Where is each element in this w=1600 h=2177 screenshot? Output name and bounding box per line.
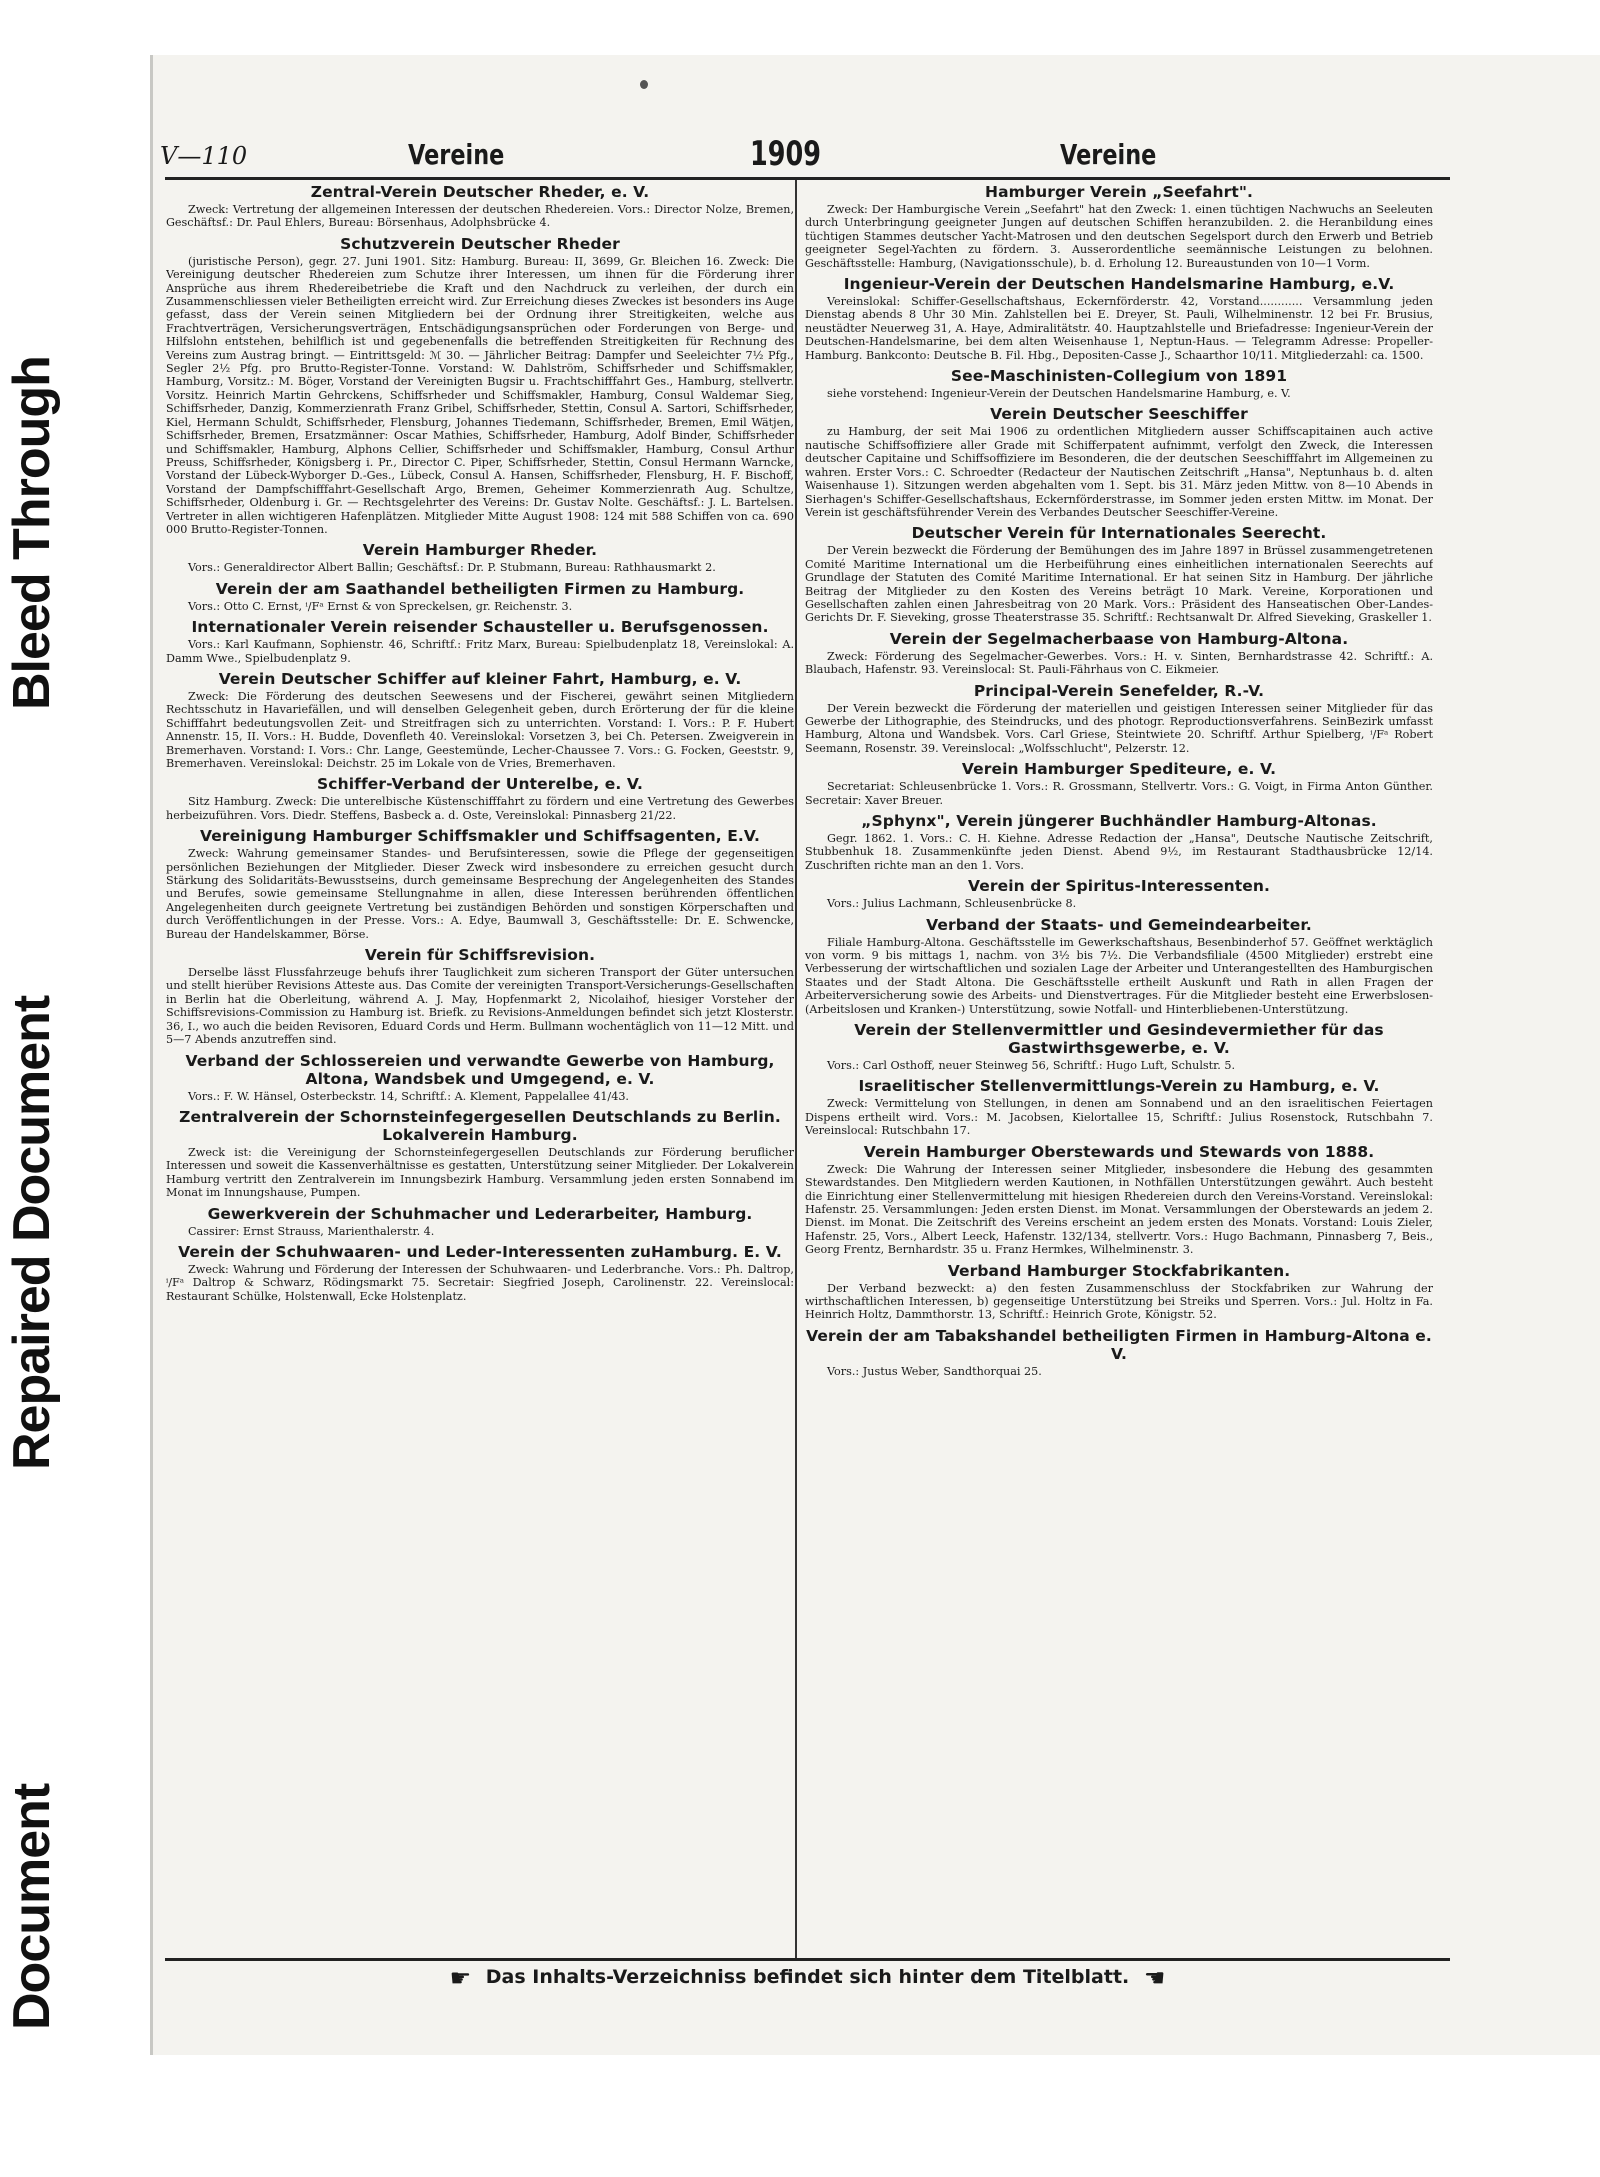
association-title: Verein der Stellenvermittler und Gesindevermiether für das Gastwirthsgewerbe, e. V. (854, 1021, 1384, 1058)
association-entry (166, 183, 794, 230)
association-title: Deutscher Verein für Internationales Seerecht. (911, 524, 1327, 543)
sidebar-label-bleed-through: Bleed Through (3, 356, 61, 710)
association-entry (166, 580, 794, 613)
section-title-right: Vereine (1060, 138, 1157, 171)
association-title: Zentral-Verein Deutscher Rheder, e. V. (310, 183, 650, 201)
scan-margin (0, 0, 1600, 60)
association-title: Verein der Schuhwaaren- und Leder-Interessenten zuHamburg. E. V. (178, 1242, 782, 1261)
association-entry (166, 235, 794, 537)
column-divider (795, 180, 797, 1958)
right-column (805, 180, 1433, 1956)
association-entry (166, 1243, 794, 1303)
association-title: Principal-Verein Senefelder, R.-V. (973, 681, 1265, 700)
association-description: Zweck: Vertretung der allgemeinen Interessen der deutschen Rhedereien. Vors.: Director Nolze, Bremen, Geschäftsf.: Dr. Paul Ehlers, Bureau: Börsenhaus, Adolphsbrücke 4. (166, 203, 794, 230)
association-title: Schutzverein Deutscher Rheder (340, 234, 620, 253)
association-description: Derselbe lässt Flussfahrzeuge behufs ihrer Tauglichkeit zum sicheren Transport der Güter untersuchen und stellt hierüber Revisions Atteste aus. Das Comite der vereinigten Transport-Versicherungs-Gesellschaften in Berlin hat die Oberleitung, während A. J. May, Hopfenmarkt 2, Nicolaihof, hiesiger Vorsteher der Schiffsrevisions-Commission zu Hamburg ist. Briefk. zu Revisions-Anmeldungen befindet sich jetzt Klosterstr. 36, I., wo auch die beiden Revisoren, Eduard Cords und Herm. Bullmann wochentäglich von 11—12 Mitt. und 5—7 Abends anzutreffen sind. (166, 966, 794, 1047)
association-description: Zweck: Wahrung gemeinsamer Standes- und Berufsinteressen, sowie die Pflege der gegenseitigen persönlichen Beziehungen der Mitglieder. Dieser Zweck wird insbesondere zu erreichen gesucht durch Stärkung des Solidaritäts-Bewusstseins, durch gemeinsame Besprechung der Angelegenheiten des Standes und Berufes, sowie gemeinsame Stellungnahme in allen, diese Interessen berührenden öffentlichen Angelegenheiten durch geeignete Vertretung bei zuständigen Behörden und sonstigen Körperschaften und durch Veröffentlichungen in der Presse. Vors.: A. Edye, Baumwall 3, Geschäftsstelle: Dr. E. Schwencke, Bureau der Handelskammer, Börse. (166, 847, 794, 941)
association-title: Verein Hamburger Oberstewards und Stewards von 1888. (863, 1142, 1375, 1161)
association-entry (805, 760, 1433, 807)
association-description: Zweck: Die Förderung des deutschen Seewesens und der Fischerei, gewährt seinen Mitgliedern Rechtsschutz in Havariefällen, und will denselben Gelegenheit geben, durch Erörterung der für die kleine Schifffahrt bedeutungsvollen Zeit- und Streitfragen sich zu unterrichten. Vorstand: I. Vors.: P. F. Hubert Annenstr. 15, II. Vors.: H. Budde, Dovenfleth 40. Vereinslokal: Vorsetzen 3, bei Ch. Petersen. Zweigverein in Bremerhaven. Vorstand: I. Vors.: Chr. Lange, Geestemünde, Lecher-Chaussee 7. Vors.: G. Focken, Geeststr. 9, Bremerhaven. Vereinslokal: Deichstr. 25 im Lokale von de Vries, Bremerhaven. (166, 689, 794, 770)
association-entry (805, 1077, 1433, 1137)
association-description: Vors.: Julius Lachmann, Schleusenbrücke 8. (827, 897, 1077, 911)
association-entry (166, 1052, 794, 1103)
association-title: Verein der am Tabakshandel betheiligten Firmen in Hamburg-Altona e. V. (806, 1326, 1432, 1363)
association-description: Vors.: F. W. Hänsel, Osterbeckstr. 14, Schriftf.: A. Klement, Pappelallee 41/43. (188, 1089, 629, 1103)
page-header (160, 132, 1460, 172)
pointing-hand-left-icon: ☛ (449, 1963, 472, 1992)
association-entry (805, 1021, 1433, 1072)
association-entry (805, 1143, 1433, 1257)
association-description: Vors.: Otto C. Ernst, ⁱ/Fᵃ Ernst & von Spreckelsen, gr. Reichenstr. 3. (188, 599, 573, 613)
association-description: zu Hamburg, der seit Mai 1906 zu ordentlichen Mitgliedern ausser Schiffscapitainen auch active nautische Schiffsoffiziere aller Grade mit Schifferpatent aufnimmt, verfolgt den Zweck, die Interessen deutscher Capitaine und Schiffsoffiziere im Besonderen, die der deutschen Seeschifffahrt im Allgemeinen zu wahren. Erster Vors.: C. Schroedter (Redacteur der Nautischen Zeitschrift „Hansa", Neptunhaus b. d. alten Waisenhause 1). Sitzungen werden abgehalten vom 1. Sept. bis 31. März jeden Mittw. von 8—10 Abends in Sierhagen's Schiffer-Gesellschaftshaus, Eckernförderstrasse, im Sommer jeden ersten Mittw. im Monat. Der Verein ist geschäftsführender Verein des Verbandes Deutscher Seeschiffer-Vereine. (805, 425, 1433, 519)
association-title: Verein Hamburger Spediteure, e. V. (961, 760, 1277, 779)
header-year: 1909 (750, 134, 821, 174)
association-title: Ingenieur-Verein der Deutschen Handelsmarine Hamburg, e.V. (843, 275, 1395, 294)
page-footer (165, 1962, 1450, 2002)
association-title: Vereinigung Hamburger Schiffsmakler und Schiffsagenten, E.V. (199, 827, 760, 846)
association-entry (166, 1108, 794, 1200)
association-title: Israelitischer Stellenvermittlungs-Verein zu Hamburg, e. V. (858, 1077, 1380, 1096)
association-entry (805, 682, 1433, 756)
page-number: V—110 (160, 142, 248, 170)
association-description: Der Verein bezweckt die Förderung der materiellen und geistigen Interessen seiner Mitglieder für das Gewerbe der Lithographie, des Steindrucks, und des photogr. Reproductionsverfahrens. SeinBezirk umfasst Hamburg, Altona und Wandsbek. Vors. Carl Griese, Steintwiete 20. Schriftf. Arthur Spielberg, ⁱ/Fᵃ Robert Seemann, Rosenstr. 39. Vereinslocal: „Wolfsschlucht", Pelzerstr. 12. (805, 701, 1433, 755)
pointing-hand-right-icon: ☚ (1143, 1963, 1166, 1992)
section-title-left: Vereine (408, 138, 505, 171)
association-description: Vors.: Carl Osthoff, neuer Steinweg 56, Schriftf.: Hugo Luft, Schulstr. 5. (827, 1059, 1236, 1073)
association-description: Der Verband bezweckt: a) den festen Zusammenschluss der Stockfabriken zur Wahrung der wirthschaftlichen Interessen, b) gegenseitige Unterstützung bei Streiks und Sperren. Vors.: Jul. Holtz in Fa. Heinrich Holtz, Dammthorstr. 13, Schriftf.: Heinrich Grote, Königstr. 52. (805, 1281, 1433, 1322)
association-title: Verein der am Saathandel betheiligten Firmen zu Hamburg. (215, 579, 745, 598)
association-title: Gewerkverein der Schuhmacher und Lederarbeiter, Hamburg. (207, 1204, 753, 1223)
association-title: Verein der Segelmacherbaase von Hamburg-Altona. (889, 629, 1349, 648)
association-description: Vors.: Generaldirector Albert Ballin; Geschäftsf.: Dr. P. Stubmann, Bureau: Rathhausmarkt 2. (188, 561, 716, 575)
association-title: „Sphynx", Verein jüngerer Buchhändler Hamburg-Altonas. (861, 812, 1377, 830)
association-title: Verein Deutscher Seeschiffer (990, 405, 1248, 424)
association-description: Zweck: Der Hamburgische Verein „Seefahrt" hat den Zweck: 1. einen tüchtigen Nachwuchs an Seeleuten durch Unterbringung geeigneter Jungen auf deutschen Schiffen heranzubilden. 2. die Heranbildung eines tüchtigen Stammes deutscher Yacht-Matrosen und den deutschen Segelsport durch den Erwerb und Betrieb geeigneter Segel-Yachten zu fördern. 3. Ausserordentliche seemännische Leistungen zu belohnen. Geschäftsstelle: Hamburg, (Navigationsschule), b. d. Erholung 12. Bureaustunden von 10—1 Vorm. (805, 203, 1433, 270)
association-entry (166, 775, 794, 822)
association-title: Verband Hamburger Stockfabrikanten. (947, 1261, 1291, 1280)
association-description: Filiale Hamburg-Altona. Geschäftsstelle im Gewerkschaftshaus, Besenbinderhof 57. Geöffnet werktäglich von vorm. 9 bis mittags 1, nachm. von 3½ bis 7½. Die Verbandsfiliale (4500 Mitglieder) erstrebt eine Verbesserung der wirtschaftlichen und sozialen Lage der Arbeiter und Unterangestellten des Hamburgischen Staates und der Stadt Altona. Die Geschäftsstelle ertheilt Auskunft und Rath in allen Fragen der Arbeiterversicherung sowie des Arbeits- und Dienstvertrages. Für die Mitglieder besteht eine Erwerbslosen- (Arbeitslosen und Kranken-) Unterstützung, sowie Notfall- und Hinterbliebenen-Unterstützung. (805, 935, 1433, 1016)
ink-speck (640, 80, 648, 89)
association-entry (805, 275, 1433, 362)
association-description: Vors.: Karl Kaufmann, Sophienstr. 46, Schriftf.: Fritz Marx, Bureau: Spielbudenplatz 18, Vereinslokal: A. Damm Wwe., Spielbudenplatz 9. (166, 638, 794, 665)
association-title: Verein Hamburger Rheder. (362, 541, 598, 560)
association-entry (166, 670, 794, 770)
association-description: Zweck: Vermittelung von Stellungen, in denen am Sonnabend und an den israelitischen Feiertagen Dispens ertheilt wird. Vors.: M. Jacobsen, Kielortallee 15, Schriftf.: Julius Rosenstock, Rutschbahn 7. Vereinslocal: Rutschbahn 17. (805, 1097, 1433, 1138)
association-entry (805, 1327, 1433, 1378)
sidebar-label-document: Document (3, 1783, 61, 2030)
footer-note: Das Inhalts-Verzeichniss befindet sich hinter dem Titelblatt. (485, 1966, 1130, 1988)
association-description: Vors.: Justus Weber, Sandthorquai 25. (827, 1364, 1042, 1378)
association-description: Zweck: Wahrung und Förderung der Interessen der Schuhwaaren- und Lederbranche. Vors.: Ph. Daltrop, ⁱ/Fᵃ Daltrop & Schwarz, Rödingsmarkt 75. Secretair: Siegfried Joseph, Carolinenstr. 22. Vereinslocal: Restaurant Schülke, Holstenwall, Ecke Holstenplatz. (166, 1262, 794, 1303)
association-entry (166, 618, 794, 665)
association-title: Verband der Schlossereien und verwandte Gewerbe von Hamburg, Altona, Wandsbek und Umgegend, e. V. (185, 1051, 775, 1088)
association-description: Vereinslokal: Schiffer-Gesellschaftshaus, Eckernförderstr. 42, Vorstand............ Versammlung jeden Dienstag abends 8 Uhr 30 Min. Zahlstellen bei E. Dreyer, St. Pauli, Wilhelminenstr. 12 bei Fr. Brusius, neustädter Neuerweg 31, A. Haye, Admiralitätstr. 40. Hauptzahlstelle und Briefadresse: Ingenieur-Verein der Deutschen-Handelsmarine, bei dem alten Weisenhause 1, Neptun-Haus. — Telegramm Adresse: Propeller-Hamburg. Bankconto: Deutsche B. Fil. Hbg., Depositen-Casse J., Schaarthor 10/11. Mitgliederzahl: ca. 1500. (805, 295, 1433, 362)
association-title: Verband der Staats- und Gemeindearbeiter. (926, 915, 1312, 934)
association-title: Verein der Spiritus-Interessenten. (968, 877, 1270, 896)
association-title: Schiffer-Verband der Unterelbe, e. V. (317, 775, 643, 794)
association-entry (805, 367, 1433, 400)
association-title: Zentralverein der Schornsteinfegergesellen Deutschlands zu Berlin. Lokalverein Hamburg. (179, 1107, 781, 1144)
association-entry (805, 812, 1433, 872)
association-description: Der Verein bezweckt die Förderung der Bemühungen des im Jahre 1897 in Brüssel zusammengetretenen Comité Maritime International um die Herbeiführung eines einheitlichen internationalen Seerechts auf Grundlage der Statuten des Comité Maritime International. Er hat seinen Sitz in Hamburg. Der jährliche Beitrag der Mitglieder zu den Kosten des Vereins beträgt 10 Mark. Vereine, Korporationen und Gesellschaften zahlen einen Jahresbeitrag von 20 Mark. Vors.: Präsident des Hanseatischen Ober-Landes-Gerichts Dr. F. Sieveking, grosse Theaterstrasse 35. Schriftf.: Rechtsanwalt Dr. Alfred Sieveking, Graskeller 1. (805, 544, 1433, 625)
association-title: Internationaler Verein reisender Schausteller u. Berufsgenossen. (191, 618, 769, 637)
association-description: siehe vorstehend: Ingenieur-Verein der Deutschen Handelsmarine Hamburg, e. V. (827, 387, 1291, 401)
sidebar-label-repaired-document: Repaired Document (3, 995, 61, 1470)
association-entry (805, 1262, 1433, 1322)
association-entry (166, 1205, 794, 1238)
left-column (166, 180, 794, 1956)
association-entry (166, 946, 794, 1046)
association-entry (805, 916, 1433, 1016)
association-title: Verein Deutscher Schiffer auf kleiner Fahrt, Hamburg, e. V. (218, 669, 742, 688)
association-description: Cassirer: Ernst Strauss, Marienthalerstr. 4. (188, 1224, 435, 1238)
association-title: See-Maschinisten-Collegium von 1891 (950, 367, 1288, 386)
sidebar-labels (0, 150, 75, 2150)
association-description: Zweck: Förderung des Segelmacher-Gewerbes. Vors.: H. v. Sinten, Bernhardstrasse 42. Schriftf.: A. Blaubach, Hafenstr. 93. Vereinslocal: St. Pauli-Fährhaus von C. Eikmeier. (805, 649, 1433, 677)
association-description: (juristische Person), gegr. 27. Juni 1901. Sitz: Hamburg. Bureau: II, 3699, Gr. Bleichen 16. Zweck: Die Vereinigung deutscher Rhedereien zum Schutze ihrer Interessen, um ihnen für die Förderung ihrer Ansprüche aus ihrem Rhedereibetriebe die Kraft und den Nachdruck zu verleihen, der durch ein Zusammenschliessen vieler Betheiligten erreicht wird. Zur Erreichung dieses Zweckes ist besonders ins Auge gefasst, dass der Verein seinen Mitgliedern bei der Ordnung ihrer Streitigkeiten, welche aus Frachtverträgen, Versicherungsverträgen, Entschädigungsansprüchen oder Forderungen von Berge- und Hilfslohn entstehen, behilflich ist und gegebenenfalls die betreffenden Streitigkeiten für Rechnung des Vereins zum Austrag bringt. — Eintrittsgeld: ℳ 30. — Jährlicher Beitrag: Dampfer und Seeleichter 7½ Pfg., Segler 2½ Pfg. pro Brutto-Register-Tonne. Vorstand: W. Dahlström, Schiffsrheder und Schiffsmakler, Hamburg, Vorsitz.: M. Böger, Vorstand der Vereinigten Bugsir u. Frachtschifffahrt Ges., Hamburg, stellvertr. Vorsitz. Heinrich Martin Gehrckens, Schiffsrheder und Schiffsmakler, Hamburg, Consul Waldemar Sieg, Schiffsrheder, Danzig, Kommerzienrath Franz Gribel, Schiffsrheder, Stettin, Consul A. Sartori, Schiffsrheder, Kiel, Hermann Schuldt, Schiffsrheder, Flensburg, Johannes Tiedemann, Schiffsrheder, Bremen, Emil Wätjen, Schiffsrheder, Bremen, Ersatzmänner: Oscar Mathies, Schiffsrheder, Hamburg, Adolf Binder, Schiffsrheder und Schiffsmakler, Hamburg, Alphons Cellier, Schiffsrheder und Schiffsmakler, Hamburg, Consul Arthur Preuss, Schiffsrheder, Königsberg i. Pr., Director C. Piper, Schiffsrheder, Stettin, Consul Hermann Warncke, Vorstand der Lübeck-Wyborger D.-Ges., Lübeck, Consul A. Hansen, Schiffsrheder, Flensburg, H. F. Bischoff, Vorstand der Dampfschifffahrt-Gesellschaft Argo, Bremen, Geheimer Kommerzienrath Aug. Schultze, Schiffsrheder, Oldenburg i. Gr. — Rechtsgelehrter des Vereins: Dr. Gustav Nolte. Geschäftsf.: J. L. Bartelsen. Vertreter in allen wichtigeren Hafenplätzen. Mitglieder Mitte August 1908: 124 mit 588 Schiffen von ca. 690 000 Brutto-Register-Tonnen. (166, 254, 794, 536)
association-entry (805, 183, 1433, 270)
footer-rule (165, 1958, 1450, 1961)
association-description: Zweck: Die Wahrung der Interessen seiner Mitglieder, insbesondere die Hebung des gesammten Stewardstandes. Den Mitgliedern werden Kautionen, in Nothfällen Unterstützungen gewährt. Auch besteht die Einrichtung einer Stellenvermittelung mit hiesigen Rhedereien durch den Vereins-Vorstand. Vereinslokal: Hafenstr. 25. Versammlungen: Jeden ersten Dienst. im Monat. Versammlungen der Oberstewards an jedem 2. Dienst. im Monat. Die Zeitschrift des Vereins erscheint an jedem ersten des Monats. Vorstand: Louis Zieler, Hafenstr. 25, Vors., Albert Leeck, Hafenstr. 132/134, stellvertr. Vors.: Hugo Bachmann, Pinnasberg 7, Beis., Georg Frentz, Bernhardstr. 35 u. Franz Hermkes, Wilhelminenstr. 3. (805, 1162, 1433, 1257)
association-description: Gegr. 1862. 1. Vors.: C. H. Kiehne. Adresse Redaction der „Hansa", Deutsche Nautische Zeitschrift, Stubbenhuk 18. Zusammenkünfte jeden Dienst. Abend 9½, im Restaurant Stadthausbrücke 12/14. Zuschriften richte man an den 1. Vors. (805, 832, 1433, 872)
association-entry (166, 827, 794, 941)
association-entry (805, 630, 1433, 677)
association-description: Zweck ist: die Vereinigung der Schornsteinfegergesellen Deutschlands zur Förderung beruflicher Interessen und soweit die Kassenverhältnisse es gestatten, Unterstützung seiner Mitglieder. Der Lokalverein Hamburg vertritt den Zentralverein im Innungsbezirk Hamburg. Versammlung jeden ersten Sonnabend im Monat im Innungshause, Pumpen. (166, 1145, 794, 1200)
association-description: Secretariat: Schleusenbrücke 1. Vors.: R. Grossmann, Stellvertr. Vors.: G. Voigt, in Firma Anton Günther. Secretair: Xaver Breuer. (805, 780, 1433, 807)
association-entry (805, 524, 1433, 624)
association-entry (805, 877, 1433, 910)
association-entry (166, 541, 794, 574)
association-title: Verein für Schiffsrevision. (364, 946, 596, 965)
association-description: Sitz Hamburg. Zweck: Die unterelbische Küstenschifffahrt zu fördern und eine Vertretung des Gewerbes herbeizuführen. Vors. Diedr. Steffens, Basbeck a. d. Oste, Vereinslokal: Pinnasberg 21/22. (166, 795, 794, 822)
association-entry (805, 405, 1433, 519)
association-title: Hamburger Verein „Seefahrt". (985, 183, 1253, 201)
